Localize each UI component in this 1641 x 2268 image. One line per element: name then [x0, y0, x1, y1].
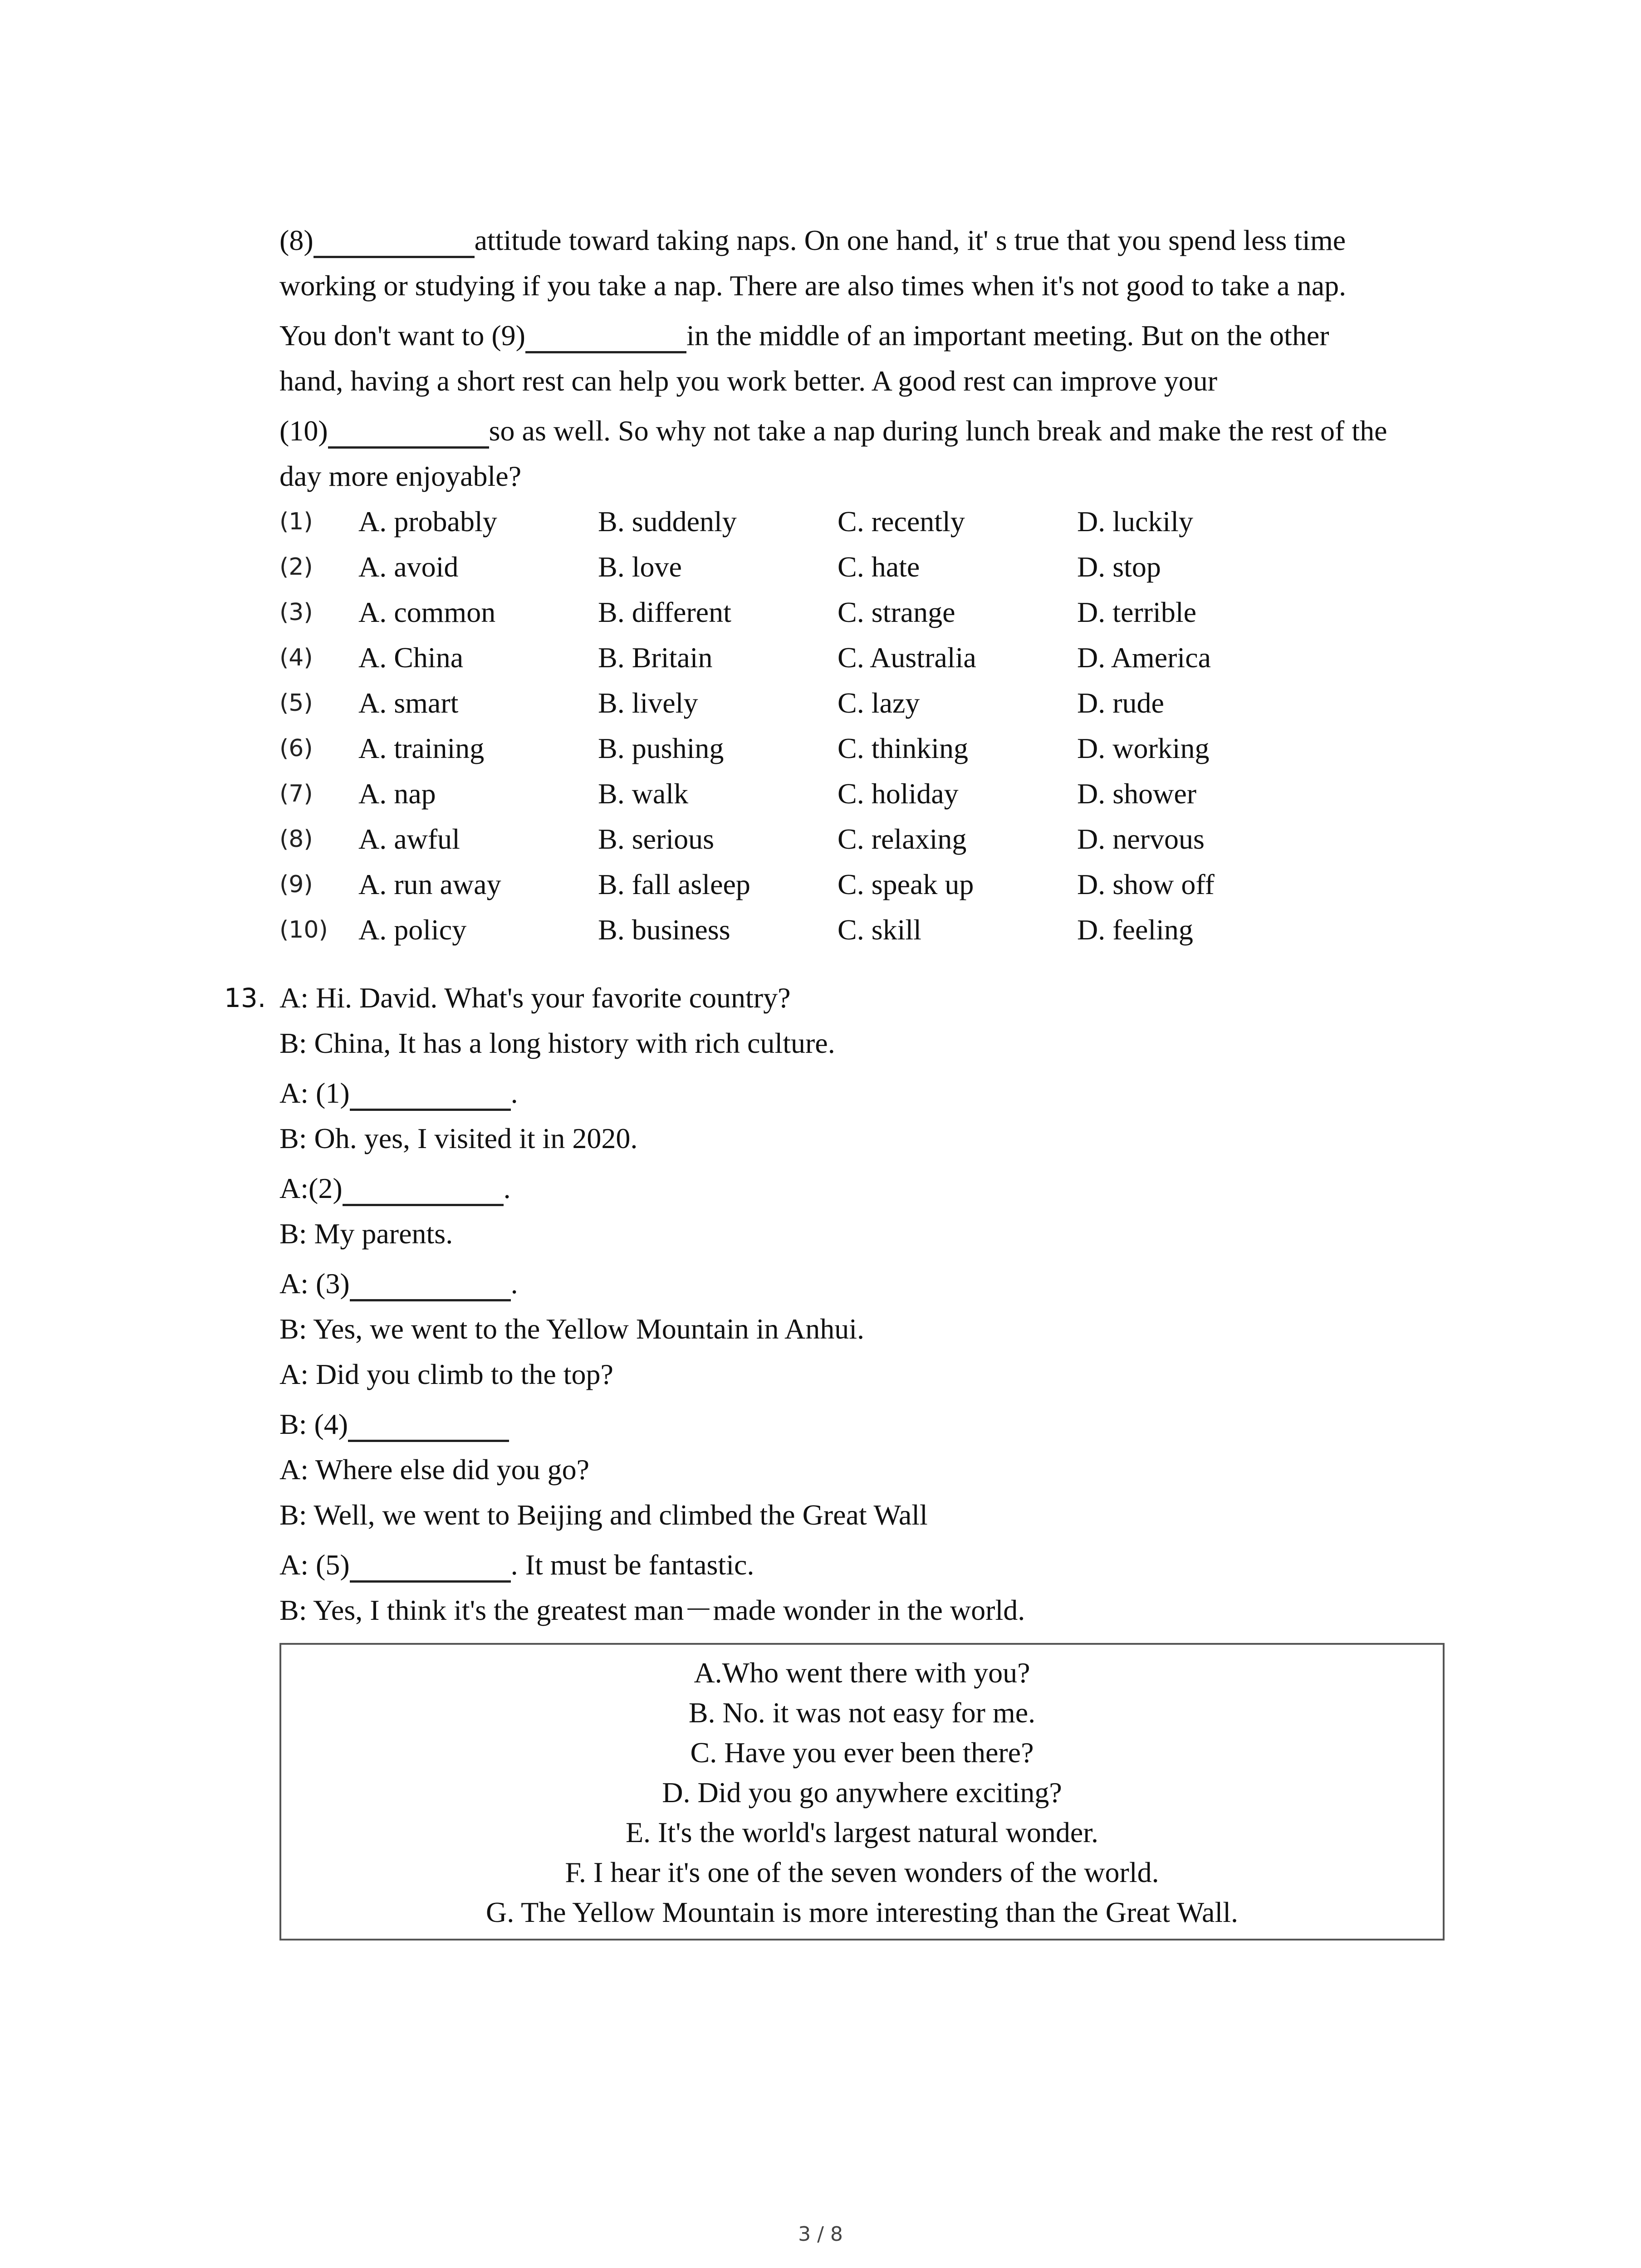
- dialogue-line: [279, 1402, 509, 1447]
- page-number: 3 / 8: [798, 2223, 843, 2246]
- dialogue-line: [279, 975, 791, 1021]
- choice-d[interactable]: D. Did you go anywhere exciting?: [662, 1776, 1062, 1809]
- option-row: [279, 726, 1459, 771]
- answer-blank[interactable]: [343, 1177, 504, 1206]
- dialogue-text: B: Oh. yes, I visited it in 2020.: [279, 1122, 638, 1154]
- option-b[interactable]: B. lively: [598, 687, 698, 719]
- option-b[interactable]: B. love: [598, 551, 682, 583]
- option-b[interactable]: B. pushing: [598, 732, 724, 764]
- option-c[interactable]: C. recently: [838, 505, 965, 538]
- option-c[interactable]: C. skill: [838, 914, 921, 946]
- dialogue-line: [279, 1447, 589, 1492]
- dialogue-line: [279, 1070, 518, 1116]
- option-number: (7): [279, 780, 313, 807]
- choice-e[interactable]: E. It's the world's largest natural wonder.: [625, 1816, 1099, 1848]
- option-a[interactable]: A. awful: [358, 823, 460, 855]
- passage-text: hand, having a short rest can help you work better. A good rest can improve your: [279, 365, 1218, 397]
- option-a[interactable]: A. common: [358, 596, 496, 628]
- dialogue-text: .: [503, 1172, 511, 1204]
- passage-line-3: [279, 313, 1329, 358]
- option-number: (2): [279, 553, 313, 581]
- option-a[interactable]: A. China: [358, 641, 464, 674]
- option-c[interactable]: C. holiday: [838, 777, 959, 810]
- option-c[interactable]: C. relaxing: [838, 823, 967, 855]
- dialogue-text: A: Did you climb to the top?: [279, 1358, 613, 1390]
- option-c[interactable]: C. hate: [838, 551, 920, 583]
- passage-line-6: [279, 454, 521, 499]
- option-a[interactable]: A. run away: [358, 868, 501, 900]
- option-number: (3): [279, 599, 313, 626]
- choices-box: [279, 1643, 1445, 1941]
- option-number: (9): [279, 871, 313, 898]
- option-number: (5): [279, 689, 313, 717]
- option-c[interactable]: C. lazy: [838, 687, 920, 719]
- passage-text: attitude toward taking naps. On one hand, it' s true that you spend less time: [474, 224, 1346, 256]
- passage-line-2: [279, 263, 1346, 308]
- option-b[interactable]: B. business: [598, 914, 730, 946]
- dialogue-text: A:(2): [279, 1172, 343, 1204]
- dialogue-text: B: (4): [279, 1408, 348, 1440]
- passage-line-1: [279, 218, 1346, 263]
- option-d[interactable]: D. show off: [1077, 868, 1215, 900]
- dialogue-text: B: Yes, I think it's the greatest man－made wonder in the world.: [279, 1594, 1025, 1626]
- passage-line-5: [279, 408, 1387, 454]
- choice-b[interactable]: B. No. it was not easy for me.: [688, 1696, 1036, 1729]
- answer-blank[interactable]: [328, 419, 489, 449]
- dialogue-line: [279, 1492, 928, 1538]
- option-d[interactable]: D. America: [1077, 641, 1211, 674]
- option-row: [279, 771, 1459, 816]
- blank-number: (8): [279, 224, 314, 256]
- option-d[interactable]: D. shower: [1077, 777, 1197, 810]
- choice-c[interactable]: C. Have you ever been there?: [690, 1736, 1034, 1769]
- answer-blank[interactable]: [350, 1553, 511, 1583]
- option-d[interactable]: D. terrible: [1077, 596, 1196, 628]
- option-a[interactable]: A. nap: [358, 777, 436, 810]
- dialogue-text: .: [510, 1267, 518, 1300]
- dialogue-text: A: (1): [279, 1077, 350, 1109]
- option-b[interactable]: B. fall asleep: [598, 868, 750, 900]
- option-number: (10): [279, 916, 328, 943]
- option-number: (8): [279, 826, 313, 853]
- dialogue-text: . It must be fantastic.: [510, 1549, 754, 1581]
- option-row: [279, 635, 1459, 680]
- passage-text: in the middle of an important meeting. But on the other: [686, 319, 1329, 352]
- answer-blank[interactable]: [348, 1413, 509, 1442]
- dialogue-text: B: Well, we went to Beijing and climbed the Great Wall: [279, 1499, 928, 1531]
- option-row: [279, 499, 1459, 544]
- option-d[interactable]: D. luckily: [1077, 505, 1193, 538]
- answer-blank[interactable]: [350, 1081, 511, 1111]
- passage-text: working or studying if you take a nap. There are also times when it's not good to take a nap.: [279, 269, 1347, 302]
- option-b[interactable]: B. serious: [598, 823, 714, 855]
- dialogue-line: [279, 1211, 453, 1256]
- dialogue-text: B: My parents.: [279, 1217, 453, 1250]
- answer-blank[interactable]: [314, 229, 475, 258]
- dialogue-line: [279, 1352, 613, 1397]
- option-a[interactable]: A. probably: [358, 505, 497, 538]
- option-d[interactable]: D. rude: [1077, 687, 1164, 719]
- option-d[interactable]: D. stop: [1077, 551, 1161, 583]
- dialogue-line: [279, 1542, 754, 1588]
- option-row: [279, 680, 1459, 726]
- dialogue-line: [279, 1588, 1025, 1633]
- option-row: [279, 816, 1459, 862]
- dialogue-line: [279, 1261, 518, 1306]
- dialogue-line: [279, 1306, 864, 1352]
- option-d[interactable]: D. nervous: [1077, 823, 1205, 855]
- option-c[interactable]: C. Australia: [838, 641, 976, 674]
- dialogue-text: A: (3): [279, 1267, 350, 1300]
- blank-number: (10): [279, 415, 328, 447]
- option-c[interactable]: C. strange: [838, 596, 955, 628]
- option-a[interactable]: A. training: [358, 732, 485, 764]
- dialogue-text: A: Where else did you go?: [279, 1453, 590, 1486]
- blank-number: You don't want to (9): [279, 319, 525, 352]
- option-number: (6): [279, 735, 313, 762]
- option-b[interactable]: B. walk: [598, 777, 689, 810]
- option-d[interactable]: D. working: [1077, 732, 1210, 764]
- option-b[interactable]: B. different: [598, 596, 731, 628]
- dialogue-text: .: [510, 1077, 518, 1109]
- option-number: (4): [279, 644, 313, 671]
- choice-g[interactable]: G. The Yellow Mountain is more interesting than the Great Wall.: [486, 1896, 1238, 1928]
- option-row: [279, 862, 1459, 907]
- question-number: 13.: [224, 982, 266, 1013]
- option-b[interactable]: B. suddenly: [598, 505, 737, 538]
- dialogue-line: [279, 1021, 835, 1066]
- answer-blank[interactable]: [350, 1272, 511, 1301]
- choice-a[interactable]: A.Who went there with you?: [694, 1657, 1030, 1689]
- dialogue-text: B: China, It has a long history with rich culture.: [279, 1027, 835, 1059]
- option-a[interactable]: A. policy: [358, 914, 467, 946]
- passage-line-4: [279, 358, 1217, 404]
- passage-text: day more enjoyable?: [279, 460, 522, 492]
- dialogue-text: A: Hi. David. What's your favorite country?: [279, 982, 791, 1014]
- option-a[interactable]: A. avoid: [358, 551, 459, 583]
- option-row: [279, 907, 1459, 953]
- dialogue-text: B: Yes, we went to the Yellow Mountain in Anhui.: [279, 1313, 864, 1345]
- option-row: [279, 544, 1459, 590]
- choice-f[interactable]: F. I hear it's one of the seven wonders of the world.: [565, 1856, 1159, 1888]
- option-b[interactable]: B. Britain: [598, 641, 713, 674]
- dialogue-line: [279, 1166, 511, 1211]
- option-c[interactable]: C. thinking: [838, 732, 969, 764]
- answer-blank[interactable]: [525, 324, 686, 353]
- option-number: (1): [279, 508, 313, 535]
- dialogue-line: [279, 1116, 637, 1161]
- passage-text: so as well. So why not take a nap during lunch break and make the rest of the: [489, 415, 1387, 447]
- option-c[interactable]: C. speak up: [838, 868, 974, 900]
- dialogue-text: A: (5): [279, 1549, 350, 1581]
- option-a[interactable]: A. smart: [358, 687, 459, 719]
- option-d[interactable]: D. feeling: [1077, 914, 1193, 946]
- option-row: [279, 590, 1459, 635]
